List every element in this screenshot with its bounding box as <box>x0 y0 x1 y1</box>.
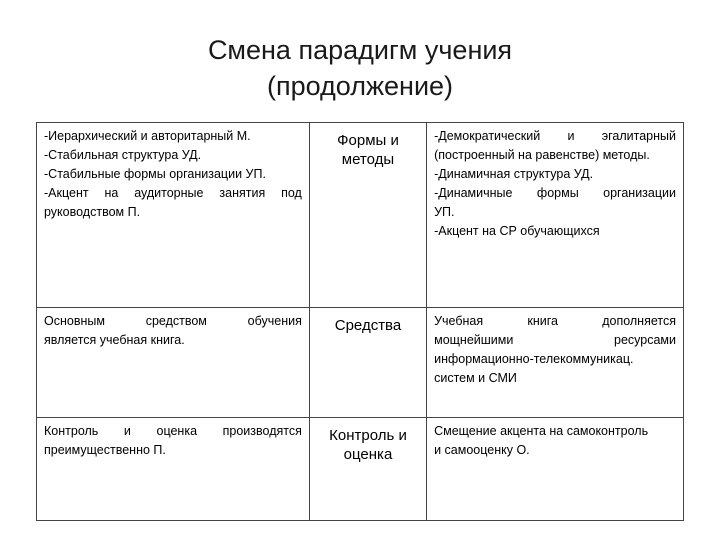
table-row <box>37 418 684 521</box>
cell-line: систем и СМИ <box>434 371 517 385</box>
cell-line: -Динамичная структура УД. <box>434 167 594 181</box>
cell-line: -Демократический и эгалитарный <box>434 129 676 143</box>
new-paradigm-cell <box>427 418 684 521</box>
new-paradigm-cell <box>427 123 684 308</box>
category-line: оценка <box>343 446 393 463</box>
slide-title-line1: Смена парадигм учения <box>207 35 513 65</box>
category-cell <box>309 308 426 418</box>
cell-line: -Динамичные формы организации <box>434 186 676 200</box>
cell-line: -Акцент на аудиторные занятия под <box>44 186 302 200</box>
cell-line: -Стабильная структура УД. <box>44 148 202 162</box>
category-line: Средства <box>334 317 402 334</box>
cell-line: является учебная книга. <box>44 333 185 347</box>
cell-line: информационно-телекоммуникац. <box>434 352 634 366</box>
slide-title-line2: (продолжение) <box>266 71 454 101</box>
cell-line: Смещение акцента на самоконтроль <box>434 424 649 438</box>
table-row <box>37 123 684 308</box>
cell-line: и самооценку О. <box>434 443 530 457</box>
cell-line: -Стабильные формы организации УП. <box>44 167 266 181</box>
old-paradigm-cell <box>37 418 310 521</box>
cell-line: преимущественно П. <box>44 443 166 457</box>
category-cell <box>309 418 426 521</box>
category-line: методы <box>341 151 395 168</box>
cell-line: мощнейшими ресурсами <box>434 333 676 347</box>
cell-line: (построенный на равенстве) методы. <box>434 148 650 162</box>
old-paradigm-cell <box>37 123 310 308</box>
cell-line: УП. <box>434 205 455 219</box>
cell-line: Основным средством обучения <box>44 314 302 328</box>
comparison-table <box>36 122 684 521</box>
new-paradigm-cell <box>427 308 684 418</box>
table-row <box>37 308 684 418</box>
cell-line: -Акцент на СР обучающихся <box>434 224 600 238</box>
slide-title <box>0 32 720 104</box>
category-line: Контроль и <box>329 427 407 444</box>
cell-line: руководством П. <box>44 205 141 219</box>
cell-line: Учебная книга дополняется <box>434 314 676 328</box>
category-cell <box>309 123 426 308</box>
cell-line: Контроль и оценка производятся <box>44 424 302 438</box>
category-line: Формы и <box>337 132 399 149</box>
old-paradigm-cell <box>37 308 310 418</box>
cell-line: -Иерархический и авторитарный М. <box>44 129 251 143</box>
